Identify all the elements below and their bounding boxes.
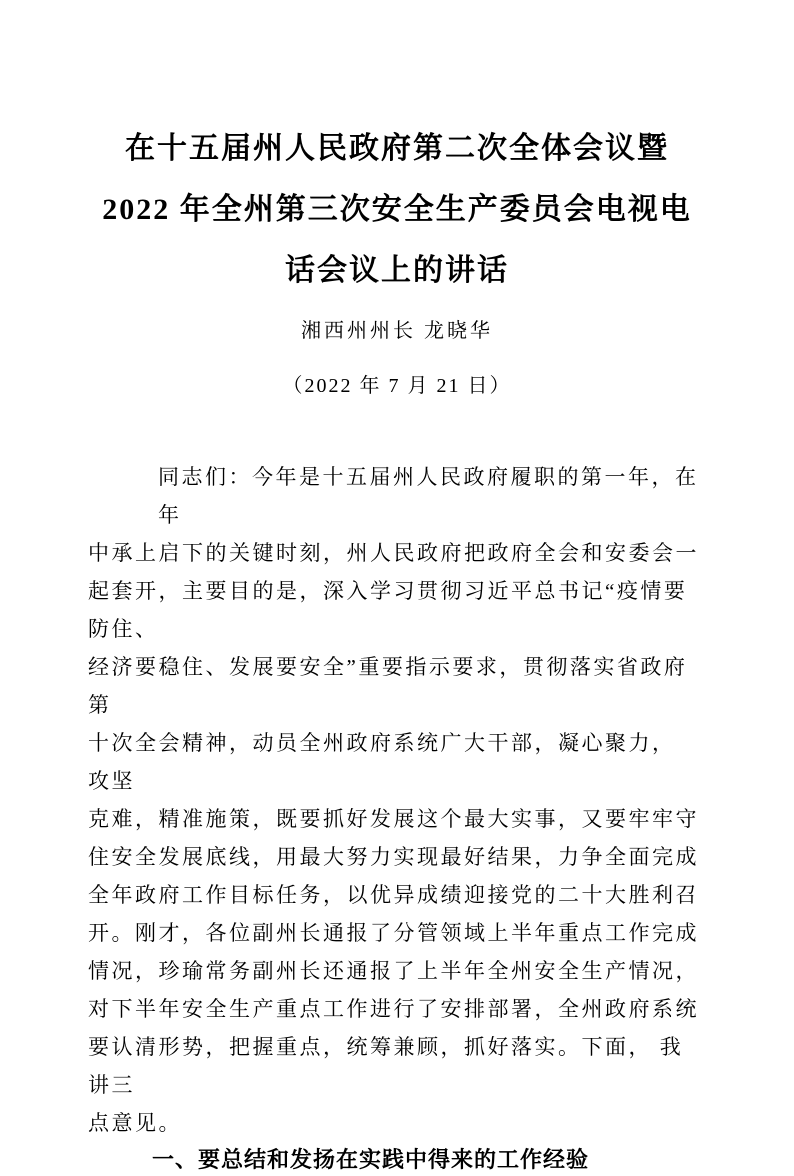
speech-body-paragraph (88, 458, 706, 1142)
speech-date: （2022 年 7 月 21 日） (282, 375, 512, 397)
title-line-1: 在十五届州人民政府第二次全体会议暨 (125, 132, 669, 165)
body-line: 同志们：今年是十五届州人民政府履职的第一年，在年 (158, 465, 699, 527)
body-line: 开。刚才，各位副州长通报了分管领域上半年重点工作完成 (88, 921, 699, 945)
body-line: 要认清形势，把握重点，统筹兼顾，抓好落实。下面， 我讲三 (88, 1035, 684, 1097)
section-heading-1: 一、要总结和发扬在实践中得来的工作经验 (152, 1147, 590, 1172)
body-line: 经济要稳住、发展要安全”重要指示要求，贯彻落实省政府第 (88, 655, 688, 717)
author-byline: 湘西州州长 龙晓华 (301, 320, 493, 342)
body-line: 全年政府工作目标任务，以优异成绩迎接党的二十大胜利召 (88, 883, 699, 907)
document-title (88, 118, 706, 301)
body-line: 情况，珍瑜常务副州长还通报了上半年全州安全生产情况， (88, 959, 699, 983)
body-line: 住安全发展底线，用最大努力实现最好结果，力争全面完成 (88, 845, 699, 869)
body-line: 对下半年安全生产重点工作进行了安排部署，全州政府系统 (88, 997, 699, 1021)
title-line-2: 2022 年全州第三次安全生产委员会电视电 (102, 193, 692, 226)
body-line: 克难，精准施策，既要抓好发展这个最大实事，又要牢牢守 (88, 807, 699, 831)
title-line-3: 话会议上的讲话 (285, 254, 509, 287)
body-line: 起套开，主要目的是，深入学习贯彻习近平总书记“疫情要防住、 (88, 579, 688, 641)
body-line: 中承上启下的关键时刻，州人民政府把政府全会和安委会一 (88, 541, 699, 565)
body-line: 点意见。 (88, 1111, 182, 1135)
body-line: 十次全会精神，动员全州政府系统广大干部，凝心聚力， 攻坚 (88, 731, 684, 793)
